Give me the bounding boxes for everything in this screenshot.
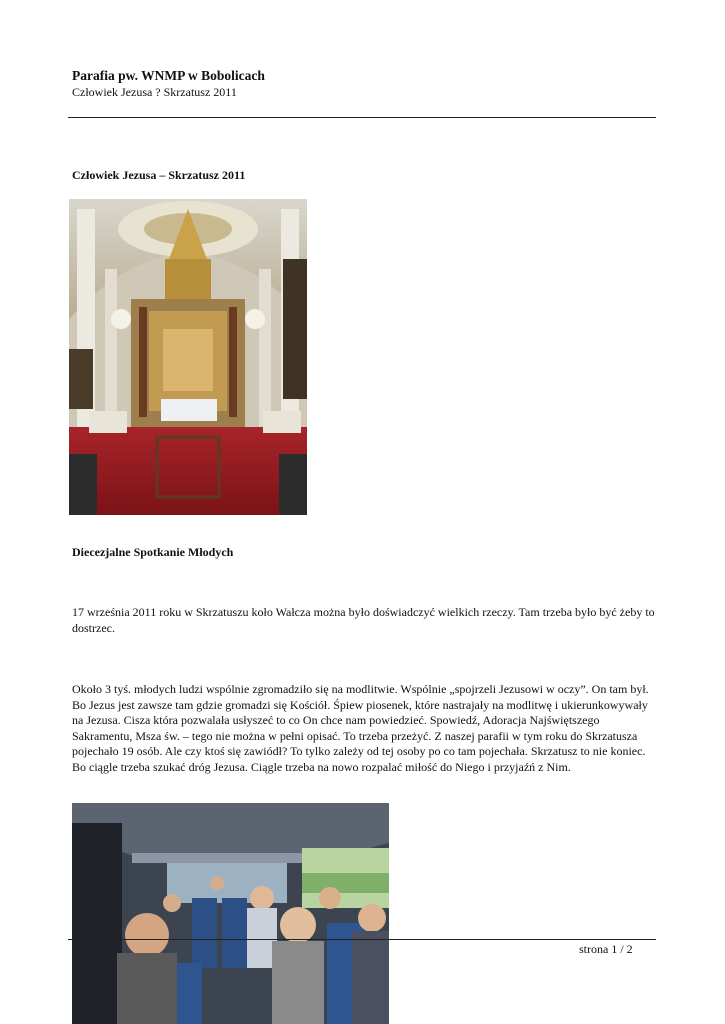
- section-title: Diecezjalne Spotkanie Młodych: [72, 545, 234, 559]
- bus-interior-photo: [72, 803, 389, 1024]
- footer-divider: [68, 939, 656, 940]
- paragraph-1: 17 września 2011 roku w Skrzatuszu koło Wałcza można było doświadczyć wielkich rzeczy. Tam trzeba było być żeby to dostrzec.: [72, 605, 655, 635]
- church-interior-photo: [69, 199, 307, 515]
- article-title: Człowiek Jezusa – Skrzatusz 2011: [72, 168, 246, 182]
- site-subtitle: Człowiek Jezusa ? Skrzatusz 2011: [72, 85, 237, 99]
- header-divider: [68, 117, 656, 118]
- paragraph-2: Około 3 tyś. młodych ludzi wspólnie zgromadziło się na modlitwie. Wspólnie „spojrzeli Jezusowi w oczy”. On tam był. Bo Jezus jest zawsze tam gdzie gromadzi się Kościół. Śpiew piosenek, które nastrajały na modlitwę i ukierunkowywały na Jezusa. Cisza która pozwalała usłyszeć to co On chce nam powiedzieć. Spowiedź, Adoracja Najświętszego Sakramentu, Msza św. – tego nie można w pełni opisać. To trzeba przeżyć. Z naszej parafii w tym roku do Skrzatusza pojechało 19 osób. Ale czy ktoś się zawiódł? To tylko zależy od tej osoby po co tam pojechała. Skrzatusz to nie koniec. Bo ciągle trzeba szukać dróg Jezusa. Ciągle trzeba na nowo rozpalać miłość do Niego i przyjaźń z Nim.: [72, 682, 649, 774]
- site-title: Parafia pw. WNMP w Bobolicach: [72, 68, 265, 83]
- page-number: strona 1 / 2: [579, 942, 633, 956]
